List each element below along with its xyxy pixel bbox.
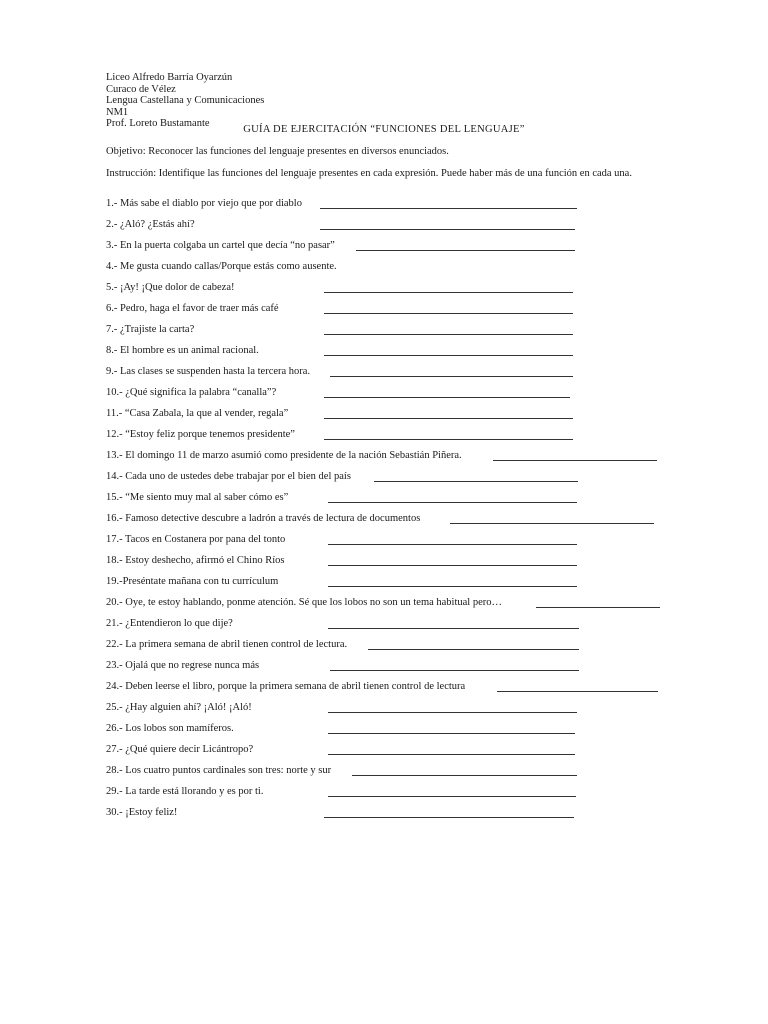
answer-blank-16[interactable]: [450, 523, 654, 524]
subject-name: Lengua Castellana y Comunicaciones: [106, 95, 265, 106]
question-17: 17.- Tacos en Costanera por pana del tonto: [106, 534, 286, 545]
question-14: 14.- Cada uno de ustedes debe trabajar por el bien del país: [106, 471, 351, 482]
question-10: 10.- ¿Qué significa la palabra “canalla”?: [106, 387, 277, 398]
teacher-name: Prof. Loreto Bustamante: [106, 118, 210, 129]
question-29: 29.- La tarde está llorando y es por ti.: [106, 786, 264, 797]
instruction-text: Instrucción: Identifique las funciones del lenguaje presentes en cada expresión. Puede haber más de una función en cada una.: [106, 168, 632, 179]
question-2: 2.- ¿Aló? ¿Estás ahí?: [106, 219, 195, 230]
question-26: 26.- Los lobos son mamíferos.: [106, 723, 234, 734]
question-1: 1.- Más sabe el diablo por viejo que por diablo: [106, 198, 302, 209]
question-9: 9.- Las clases se suspenden hasta la tercera hora.: [106, 366, 311, 377]
question-19: 19.-Preséntate mañana con tu currículum: [106, 576, 279, 587]
answer-blank-14[interactable]: [374, 481, 578, 482]
question-21: 21.- ¿Entendieron lo que dije?: [106, 618, 233, 629]
answer-blank-5[interactable]: [324, 292, 573, 293]
answer-blank-29[interactable]: [328, 796, 576, 797]
answer-blank-19[interactable]: [328, 586, 577, 587]
objective-text: Objetivo: Reconocer las funciones del lenguaje presentes en diversos enunciados.: [106, 146, 449, 157]
question-3: 3.- En la puerta colgaba un cartel que decía “no pasar”: [106, 240, 335, 251]
answer-blank-9[interactable]: [330, 376, 573, 377]
answer-blank-28[interactable]: [352, 775, 577, 776]
answer-blank-25[interactable]: [328, 712, 577, 713]
answer-blank-7[interactable]: [324, 334, 573, 335]
school-name: Liceo Alfredo Barría Oyarzún: [106, 72, 233, 83]
question-20: 20.- Oye, te estoy hablando, ponme atención. Sé que los lobos no son un tema habitual pero…: [106, 597, 503, 608]
answer-blank-21[interactable]: [328, 628, 579, 629]
school-location: Curaco de Vélez: [106, 83, 176, 95]
answer-blank-13[interactable]: [493, 460, 657, 461]
answer-blank-17[interactable]: [328, 544, 577, 545]
answer-blank-8[interactable]: [324, 355, 573, 356]
answer-blank-3[interactable]: [356, 250, 575, 251]
question-25: 25.- ¿Hay alguien ahí? ¡Aló! ¡Aló!: [106, 702, 252, 713]
worksheet-title-text: GUÍA DE EJERCITACIÓN “FUNCIONES DEL LENGUAJE”: [243, 124, 525, 135]
question-5: 5.- ¡Ay! ¡Que dolor de cabeza!: [106, 282, 235, 293]
answer-blank-30[interactable]: [324, 817, 574, 818]
answer-blank-6[interactable]: [324, 313, 573, 314]
level-label: NM1: [106, 106, 129, 118]
answer-blank-18[interactable]: [328, 565, 577, 566]
question-7: 7.- ¿Trajiste la carta?: [106, 324, 195, 335]
question-11: 11.- “Casa Zabala, la que al vender, regala”: [106, 408, 289, 419]
question-6: 6.- Pedro, haga el favor de traer más café: [106, 303, 279, 314]
answer-blank-27[interactable]: [328, 754, 575, 755]
answer-blank-22[interactable]: [368, 649, 579, 650]
answer-blank-2[interactable]: [320, 229, 575, 230]
question-12: 12.- “Estoy feliz porque tenemos presidente”: [106, 429, 295, 440]
question-24: 24.- Deben leerse el libro, porque la primera semana de abril tienen control de lectura: [106, 681, 466, 692]
answer-blank-12[interactable]: [324, 439, 573, 440]
question-28: 28.- Los cuatro puntos cardinales son tres: norte y sur: [106, 765, 332, 776]
worksheet-title: [0, 124, 768, 135]
answer-blank-24[interactable]: [497, 691, 658, 692]
question-27: 27.- ¿Qué quiere decir Licántropo?: [106, 744, 254, 755]
question-13: 13.- El domingo 11 de marzo asumió como presidente de la nación Sebastián Piñera.: [106, 450, 462, 461]
question-30: 30.- ¡Estoy feliz!: [106, 807, 178, 818]
question-16: 16.- Famoso detective descubre a ladrón a través de lectura de documentos: [106, 513, 421, 524]
question-18: 18.- Estoy deshecho, afirmó el Chino Ríos: [106, 555, 285, 566]
answer-blank-20[interactable]: [536, 607, 660, 608]
answer-blank-11[interactable]: [324, 418, 573, 419]
answer-blank-26[interactable]: [328, 733, 575, 734]
question-23: 23.- Ojalá que no regrese nunca más: [106, 660, 260, 671]
answer-blank-1[interactable]: [320, 208, 577, 209]
question-22: 22.- La primera semana de abril tienen control de lectura.: [106, 639, 348, 650]
school-header: [106, 72, 264, 130]
answer-blank-15[interactable]: [328, 502, 577, 503]
question-4: 4.- Me gusta cuando callas/Porque estás como ausente.: [106, 261, 337, 272]
answer-blank-10[interactable]: [324, 397, 570, 398]
question-15: 15.- “Me siento muy mal al saber cómo es”: [106, 492, 289, 503]
answer-blank-23[interactable]: [330, 670, 579, 671]
question-8: 8.- El hombre es un animal racional.: [106, 345, 259, 356]
